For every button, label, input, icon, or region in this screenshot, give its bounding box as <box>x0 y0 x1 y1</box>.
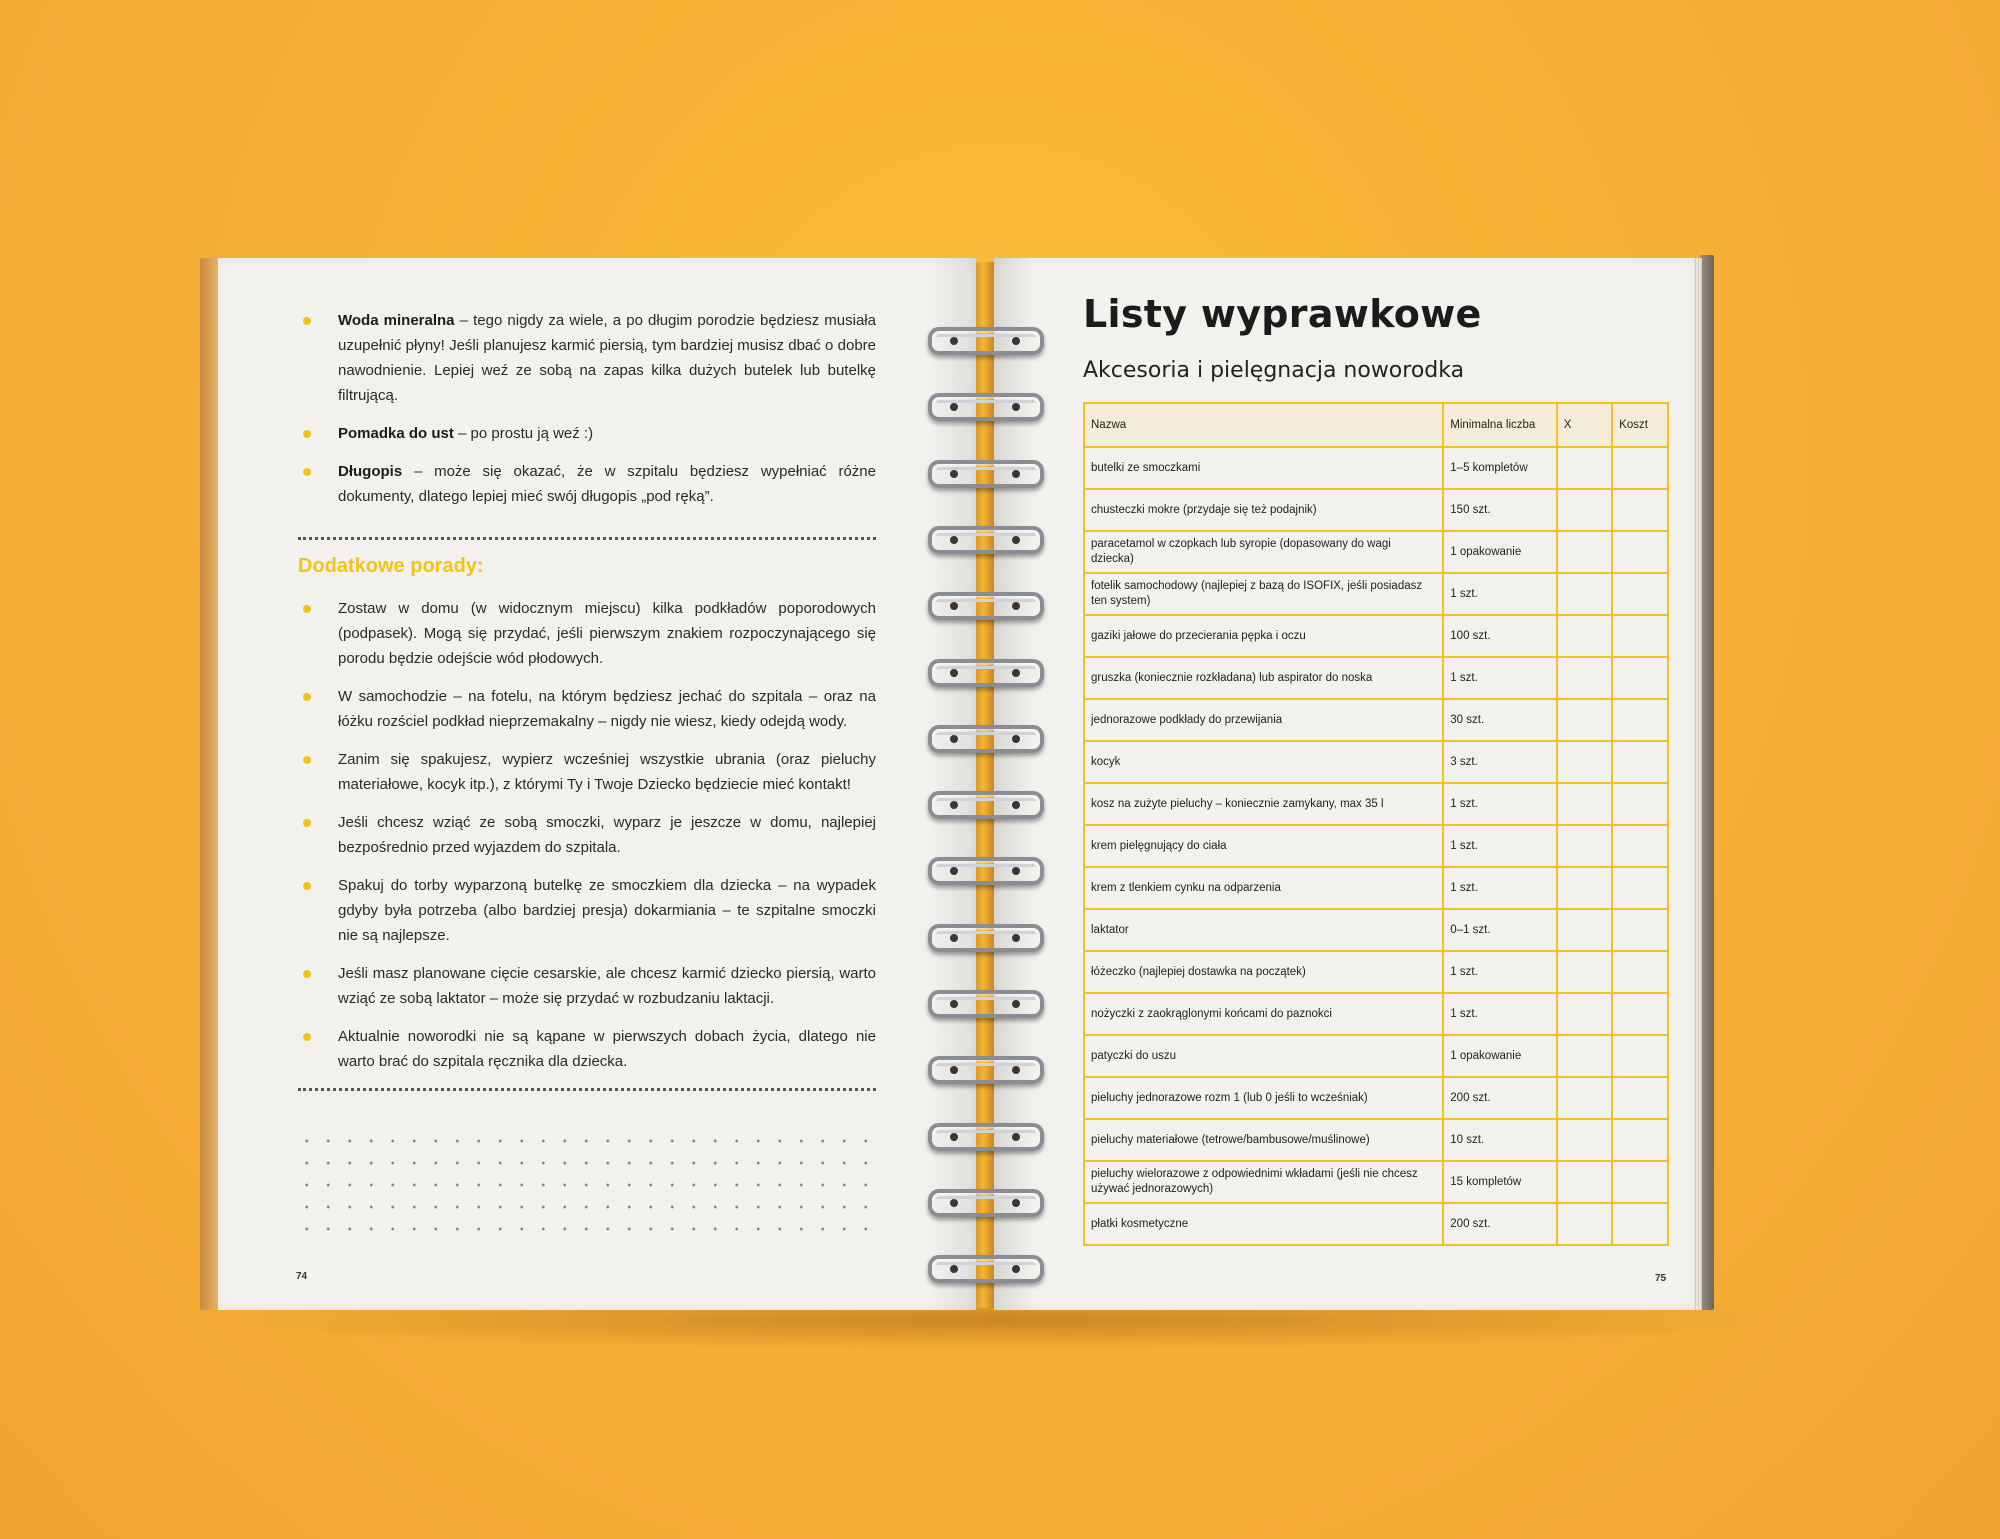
cell-min-count: 0–1 szt. <box>1443 909 1556 951</box>
cell-min-count: 10 szt. <box>1443 1119 1556 1161</box>
list-item <box>298 684 876 734</box>
bullet-icon <box>303 756 311 764</box>
table-row <box>1084 615 1668 657</box>
cell-check <box>1557 1119 1612 1161</box>
binding-hole <box>1012 1199 1020 1207</box>
tip-text: Zanim się spakujesz, wypierz wcześniej wszystkie ubrania (oraz pieluchy materiałowe, kocyk itp.), z którymi Ty i Twoje Dziecko będziecie mieć kontakt! <box>338 751 876 793</box>
cell-min-count: 15 kompletów <box>1443 1161 1556 1203</box>
page-number-left: 74 <box>296 1271 308 1282</box>
cover-edge-left <box>200 258 218 1310</box>
list-item <box>298 459 876 509</box>
cell-cost <box>1612 489 1668 531</box>
table-row <box>1084 1119 1668 1161</box>
tip-text: Aktualnie noworodki nie są kąpane w pierwszych dobach życia, dlatego nie warto brać do szpitala ręcznika dla dziecka. <box>338 1028 876 1070</box>
bullet-icon <box>303 970 311 978</box>
cell-cost <box>1612 1035 1668 1077</box>
cell-check <box>1557 993 1612 1035</box>
binding-hole <box>1012 337 1020 345</box>
list-item <box>298 873 876 948</box>
cell-item-name: chusteczki mokre (przydaje się też podajnik) <box>1084 489 1443 531</box>
cell-item-name: kocyk <box>1084 741 1443 783</box>
spiral-ring <box>928 592 1044 620</box>
cell-min-count: 1–5 kompletów <box>1443 447 1556 489</box>
tip-text: W samochodzie – na fotelu, na którym będziesz jechać do szpitala – oraz na łóżku rozściel podkład nieprzemakalny – nigdy nie wiesz, kiedy odejdą wody. <box>338 688 876 730</box>
cell-check <box>1557 573 1612 615</box>
table-row <box>1084 993 1668 1035</box>
cell-min-count: 1 szt. <box>1443 657 1556 699</box>
cell-cost <box>1612 1077 1668 1119</box>
bullet-icon <box>303 882 311 890</box>
binding-hole <box>1012 934 1020 942</box>
cell-cost <box>1612 1161 1668 1203</box>
table-row <box>1084 783 1668 825</box>
spiral-ring <box>928 393 1044 421</box>
cell-check <box>1557 951 1612 993</box>
table-header-row <box>1084 403 1668 447</box>
bullet-icon <box>303 317 311 325</box>
cell-cost <box>1612 867 1668 909</box>
dot-grid-notes <box>296 1130 876 1240</box>
cell-check <box>1557 741 1612 783</box>
cell-cost <box>1612 1203 1668 1245</box>
list-item <box>298 961 876 1011</box>
table-row <box>1084 1077 1668 1119</box>
table-row <box>1084 489 1668 531</box>
item-text: – po prostu ją weź :) <box>453 425 594 442</box>
list-item <box>298 308 876 408</box>
spiral-ring <box>928 990 1044 1018</box>
page-number-right: 75 <box>1655 1273 1667 1284</box>
spiral-ring <box>928 1056 1044 1084</box>
item-label: Pomadka do ust <box>338 425 454 442</box>
bullet-icon <box>303 693 311 701</box>
cell-item-name: krem z tlenkiem cynku na odparzenia <box>1084 867 1443 909</box>
bullet-icon <box>303 430 311 438</box>
tip-text: Zostaw w domu (w widocznym miejscu) kilka podkładów poporodowych (podpasek). Mogą się przydać, jeśli pierwszym znakiem rozpoczynającego się porodu będzie odejście wód płodowych. <box>338 600 876 667</box>
list-item <box>298 1024 876 1074</box>
spiral-ring <box>928 460 1044 488</box>
binding-hole <box>1012 669 1020 677</box>
cell-min-count: 150 szt. <box>1443 489 1556 531</box>
cell-item-name: gaziki jałowe do przecierania pępka i oczu <box>1084 615 1443 657</box>
binding-hole <box>950 735 958 743</box>
spiral-ring <box>928 857 1044 885</box>
binding-hole <box>950 470 958 478</box>
binding-hole <box>1012 735 1020 743</box>
header-min-count: Minimalna liczba <box>1443 403 1556 447</box>
spiral-ring <box>928 1123 1044 1151</box>
bullet-icon <box>303 468 311 476</box>
header-cost: Koszt <box>1612 403 1668 447</box>
cover-edge-right <box>1700 255 1714 1310</box>
table-row <box>1084 741 1668 783</box>
table-row <box>1084 1035 1668 1077</box>
cell-item-name: laktator <box>1084 909 1443 951</box>
cell-item-name: płatki kosmetyczne <box>1084 1203 1443 1245</box>
item-text: – może się okazać, że w szpitalu będziesz wypełniać różne dokumenty, dlatego lepiej mieć swój długopis „pod ręką”. <box>338 463 876 505</box>
cell-check <box>1557 447 1612 489</box>
page-subtitle: Akcesoria i pielęgnacja noworodka <box>1083 358 1465 383</box>
cell-cost <box>1612 993 1668 1035</box>
list-item <box>298 747 876 797</box>
table-row <box>1084 951 1668 993</box>
cell-item-name: butelki ze smoczkami <box>1084 447 1443 489</box>
binding-hole <box>1012 1133 1020 1141</box>
binding-hole <box>950 669 958 677</box>
cell-cost <box>1612 783 1668 825</box>
cell-check <box>1557 783 1612 825</box>
dotted-divider <box>298 1088 876 1091</box>
table-row <box>1084 447 1668 489</box>
cell-min-count: 1 szt. <box>1443 867 1556 909</box>
item-text: – tego nigdy za wiele, a po długim porodzie będziesz musiała uzupełnić płyny! Jeśli planujesz karmić piersią, tym bardziej musisz dbać o dobre nawodnienie. Lepiej weź ze sobą na zapas kilka dużych butelek lub butelkę filtrującą. <box>338 312 876 404</box>
cell-cost <box>1612 825 1668 867</box>
cell-min-count: 3 szt. <box>1443 741 1556 783</box>
cell-item-name: kosz na zużyte pieluchy – koniecznie zamykany, max 35 l <box>1084 783 1443 825</box>
cell-check <box>1557 1077 1612 1119</box>
cell-check <box>1557 489 1612 531</box>
tip-text: Jeśli chcesz wziąć ze sobą smoczki, wyparz je jeszcze w domu, najlepiej bezpośrednio przed wyjazdem do szpitala. <box>338 814 876 856</box>
cell-item-name: krem pielęgnujący do ciała <box>1084 825 1443 867</box>
list-item <box>298 596 876 671</box>
tip-text: Jeśli masz planowane cięcie cesarskie, ale chcesz karmić dziecko piersią, warto wziąć ze sobą laktator – może się przydać w rozbudzaniu laktacji. <box>338 965 876 1007</box>
binding-hole <box>1012 470 1020 478</box>
table-row <box>1084 1161 1668 1203</box>
spiral-ring <box>928 1189 1044 1217</box>
cell-cost <box>1612 447 1668 489</box>
cell-check <box>1557 867 1612 909</box>
cell-check <box>1557 1035 1612 1077</box>
cell-item-name: pieluchy jednorazowe rozm 1 (lub 0 jeśli to wcześniak) <box>1084 1077 1443 1119</box>
table-row <box>1084 531 1668 573</box>
cell-item-name: gruszka (koniecznie rozkładana) lub aspirator do noska <box>1084 657 1443 699</box>
cell-cost <box>1612 699 1668 741</box>
binding-hole <box>1012 536 1020 544</box>
table-row <box>1084 909 1668 951</box>
page-title: Listy wyprawkowe <box>1083 292 1482 336</box>
cell-check <box>1557 657 1612 699</box>
binding-hole <box>950 1133 958 1141</box>
cell-cost <box>1612 1119 1668 1161</box>
spiral-ring <box>928 659 1044 687</box>
cell-item-name: paracetamol w czopkach lub syropie (dopasowany do wagi dziecka) <box>1084 531 1443 573</box>
table-row <box>1084 1203 1668 1245</box>
table-body <box>1084 447 1668 1245</box>
cell-check <box>1557 1203 1612 1245</box>
binding-hole <box>950 934 958 942</box>
cell-min-count: 200 szt. <box>1443 1203 1556 1245</box>
cell-cost <box>1612 909 1668 951</box>
section-title: Dodatkowe porady: <box>298 555 484 577</box>
cell-item-name: fotelik samochodowy (najlepiej z bazą do ISOFIX, jeśli posiadasz ten system) <box>1084 573 1443 615</box>
cell-min-count: 1 opakowanie <box>1443 1035 1556 1077</box>
spiral-ring <box>928 526 1044 554</box>
cell-check <box>1557 1161 1612 1203</box>
table-row <box>1084 867 1668 909</box>
bullet-icon <box>303 819 311 827</box>
table-row <box>1084 657 1668 699</box>
left-page-content <box>298 308 876 1103</box>
cell-check <box>1557 909 1612 951</box>
cell-cost <box>1612 573 1668 615</box>
cell-min-count: 1 opakowanie <box>1443 531 1556 573</box>
cell-cost <box>1612 657 1668 699</box>
bullet-icon <box>303 605 311 613</box>
table-row <box>1084 573 1668 615</box>
binding-hole <box>950 1199 958 1207</box>
cell-cost <box>1612 531 1668 573</box>
header-check: X <box>1557 403 1612 447</box>
cell-min-count: 200 szt. <box>1443 1077 1556 1119</box>
table-row <box>1084 699 1668 741</box>
cell-min-count: 1 szt. <box>1443 573 1556 615</box>
cell-cost <box>1612 951 1668 993</box>
dotted-divider <box>298 537 876 540</box>
cell-min-count: 1 szt. <box>1443 951 1556 993</box>
cell-min-count: 1 szt. <box>1443 993 1556 1035</box>
cell-min-count: 30 szt. <box>1443 699 1556 741</box>
spiral-ring <box>928 791 1044 819</box>
binding-hole <box>950 1000 958 1008</box>
list-item <box>298 421 876 446</box>
item-label: Woda mineralna <box>338 312 455 329</box>
checklist-table <box>1083 402 1669 1246</box>
binding-hole <box>950 337 958 345</box>
cell-check <box>1557 531 1612 573</box>
item-label: Długopis <box>338 463 403 480</box>
cell-item-name: pieluchy materiałowe (tetrowe/bambusowe/muślinowe) <box>1084 1119 1443 1161</box>
cell-item-name: patyczki do uszu <box>1084 1035 1443 1077</box>
spiral-ring <box>928 725 1044 753</box>
binding-hole <box>950 536 958 544</box>
cell-item-name: łóżeczko (najlepiej dostawka na początek) <box>1084 951 1443 993</box>
cell-min-count: 1 szt. <box>1443 783 1556 825</box>
list-item <box>298 810 876 860</box>
cell-check <box>1557 699 1612 741</box>
cell-check <box>1557 615 1612 657</box>
cell-cost <box>1612 741 1668 783</box>
spiral-ring <box>928 327 1044 355</box>
cell-item-name: jednorazowe podkłady do przewijania <box>1084 699 1443 741</box>
cell-item-name: nożyczki z zaokrąglonymi końcami do paznokci <box>1084 993 1443 1035</box>
cell-min-count: 100 szt. <box>1443 615 1556 657</box>
tip-text: Spakuj do torby wyparzoną butelkę ze smoczkiem dla dziecka – na wypadek gdyby była potrzeba (albo bardziej presja) dokarmiania – te szpitalne smoczki nie są najlepsze. <box>338 877 876 944</box>
cell-check <box>1557 825 1612 867</box>
cell-min-count: 1 szt. <box>1443 825 1556 867</box>
bullet-icon <box>303 1033 311 1041</box>
cell-cost <box>1612 615 1668 657</box>
cell-item-name: pieluchy wielorazowe z odpowiednimi wkładami (jeśli nie chcesz używać jednorazowych) <box>1084 1161 1443 1203</box>
spiral-ring <box>928 1255 1044 1283</box>
header-name: Nazwa <box>1084 403 1443 447</box>
spiral-ring <box>928 924 1044 952</box>
table-row <box>1084 825 1668 867</box>
binding-hole <box>1012 1000 1020 1008</box>
